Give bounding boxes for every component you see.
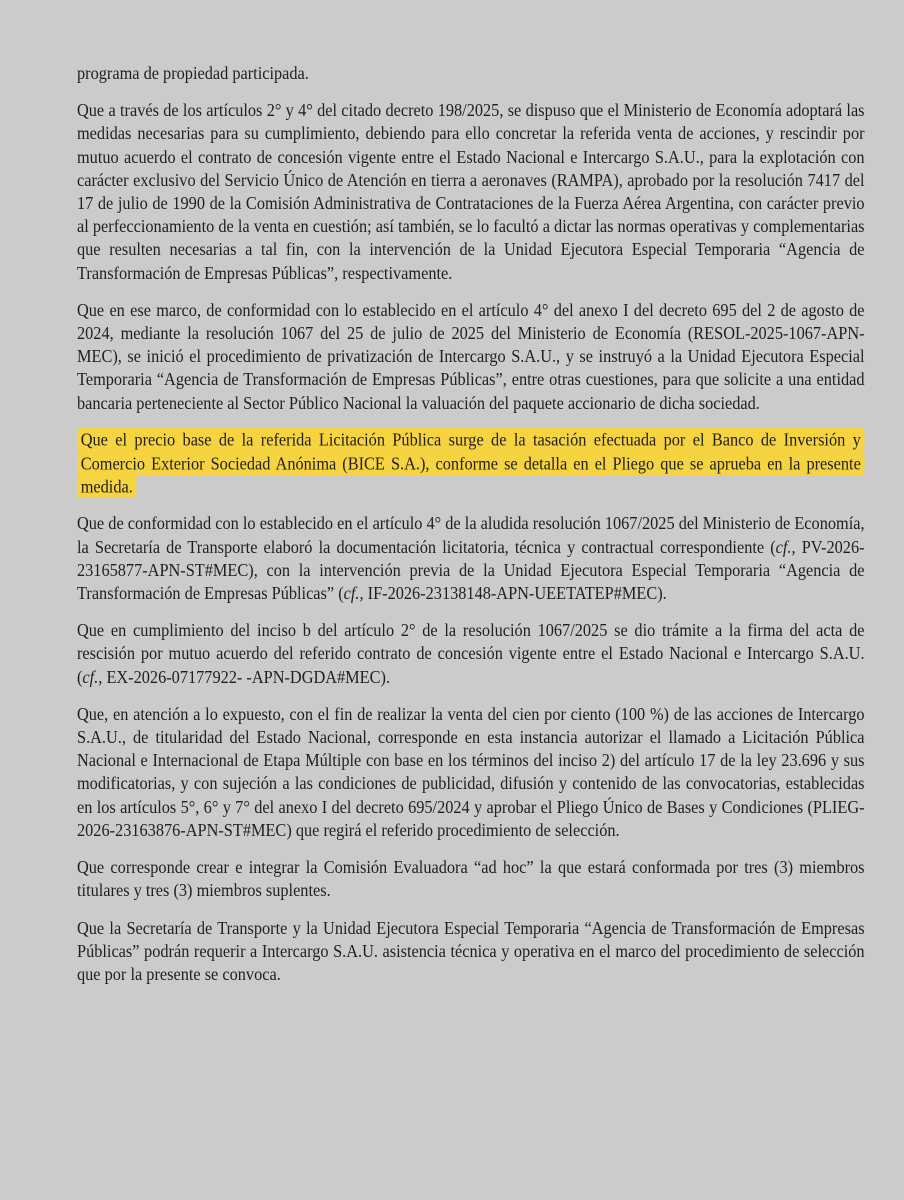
paragraph: Que de conformidad con lo establecido en el artículo 4° de la aludida resolución 1067/2025 del Ministerio de Economía, la Secretaría de Transporte elaboró la documentación licitatoria, técnica y contractual correspondiente (cf., PV-2026-23165877-APN-ST#MEC), con la intervención previa de la Unidad Ejecutora Especial Temporaria “Agencia de Transformación de Empresas Públicas” (cf., IF-2026-23138148-APN-UEETATEP#MEC). [77, 513, 865, 604]
italic-citation-abbrev: cf., [343, 583, 364, 604]
document-text-block [77, 62, 865, 1000]
paragraph: Que corresponde crear e integrar la Comisión Evaluadora “ad hoc” la que estará conformada por tres (3) miembros titulares y tres (3) miembros suplentes. [77, 857, 865, 901]
paragraph: Que a través de los artículos 2° y 4° del citado decreto 198/2025, se dispuso que el Ministerio de Economía adoptará las medidas necesarias para su cumplimiento, debiendo para ello concretar la referida venta de acciones, y rescindir por mutuo acuerdo el contrato de concesión vigente entre el Estado Nacional e Intercargo S.A.U., para la explotación con carácter exclusivo del Servicio Único de Atención en tierra a aeronaves (RAMPA), aprobado por la resolución 7417 del 17 de julio de 1990 de la Comisión Administrativa de Contrataciones de la Fuerza Aérea Argentina, con carácter previo al perfeccionamiento de la venta en cuestión; así también, se lo facultó a dictar las normas operativas y complementarias que resulten necesarias a tal fin, con la intervención de la Unidad Ejecutora Especial Temporaria “Agencia de Transformación de Empresas Públicas”, respectivamente. [77, 100, 865, 283]
paragraph: Que en ese marco, de conformidad con lo establecido en el artículo 4° del anexo I del decreto 695 del 2 de agosto de 2024, mediante la resolución 1067 del 25 de julio de 2025 del Ministerio de Economía (RESOL-2025-1067-APN-MEC), se inició el procedimiento de privatización de Intercargo S.A.U., y se instruyó a la Unidad Ejecutora Especial Temporaria “Agencia de Transformación de Empresas Públicas”, entre otras cuestiones, para que solicite a una entidad bancaria perteneciente al Sector Público Nacional la valuación del paquete accionario de dicha sociedad. [77, 299, 865, 413]
paragraph: programa de propiedad participada. [77, 63, 309, 83]
paragraph: Que en cumplimiento del inciso b del artículo 2° de la resolución 1067/2025 se dio trámite a la firma del acta de rescisión por mutuo acuerdo del referido contrato de concesión vigente entre el Estado Nacional e Intercargo S.A.U. (cf., EX-2026-07177922- -APN-DGDA#MEC). [77, 620, 865, 687]
highlighted-text: Que el precio base de la referida Licitación Pública surge de la tasación efectuada por el Banco de Inversión y Comercio Exterior Sociedad Anónima (BICE S.A.), conforme se detalla en el Pliego que se aprueba en la presente medida. [77, 428, 865, 497]
paragraph: Que la Secretaría de Transporte y la Unidad Ejecutora Especial Temporaria “Agencia de Transformación de Empresas Públicas” podrán requerir a Intercargo S.A.U. asistencia técnica y operativa en el marco del procedimiento de selección que por la presente se convoca. [77, 917, 865, 984]
italic-citation-abbrev: cf., [82, 666, 103, 687]
paragraph-highlighted [77, 429, 865, 499]
italic-citation-abbrev: cf., [775, 536, 796, 557]
paragraph: Que, en atención a lo expuesto, con el fin de realizar la venta del cien por ciento (100 %) de las acciones de Intercargo S.A.U., de titularidad del Estado Nacional, corresponde en esta instancia autorizar el llamado a Licitación Pública Nacional e Internacional de Etapa Múltiple con base en los términos del inciso 2) del artículo 17 de la ley 23.696 y sus modificatorias, y con sujeción a las condiciones de publicidad, difusión y contenido de las convocatorias, establecidas en los artículos 5°, 6° y 7° del anexo I del decreto 695/2024 y aprobar el Pliego Único de Bases y Condiciones (PLIEG-2026-23163876-APN-ST#MEC) que regirá el referido procedimiento de selección. [77, 703, 865, 840]
